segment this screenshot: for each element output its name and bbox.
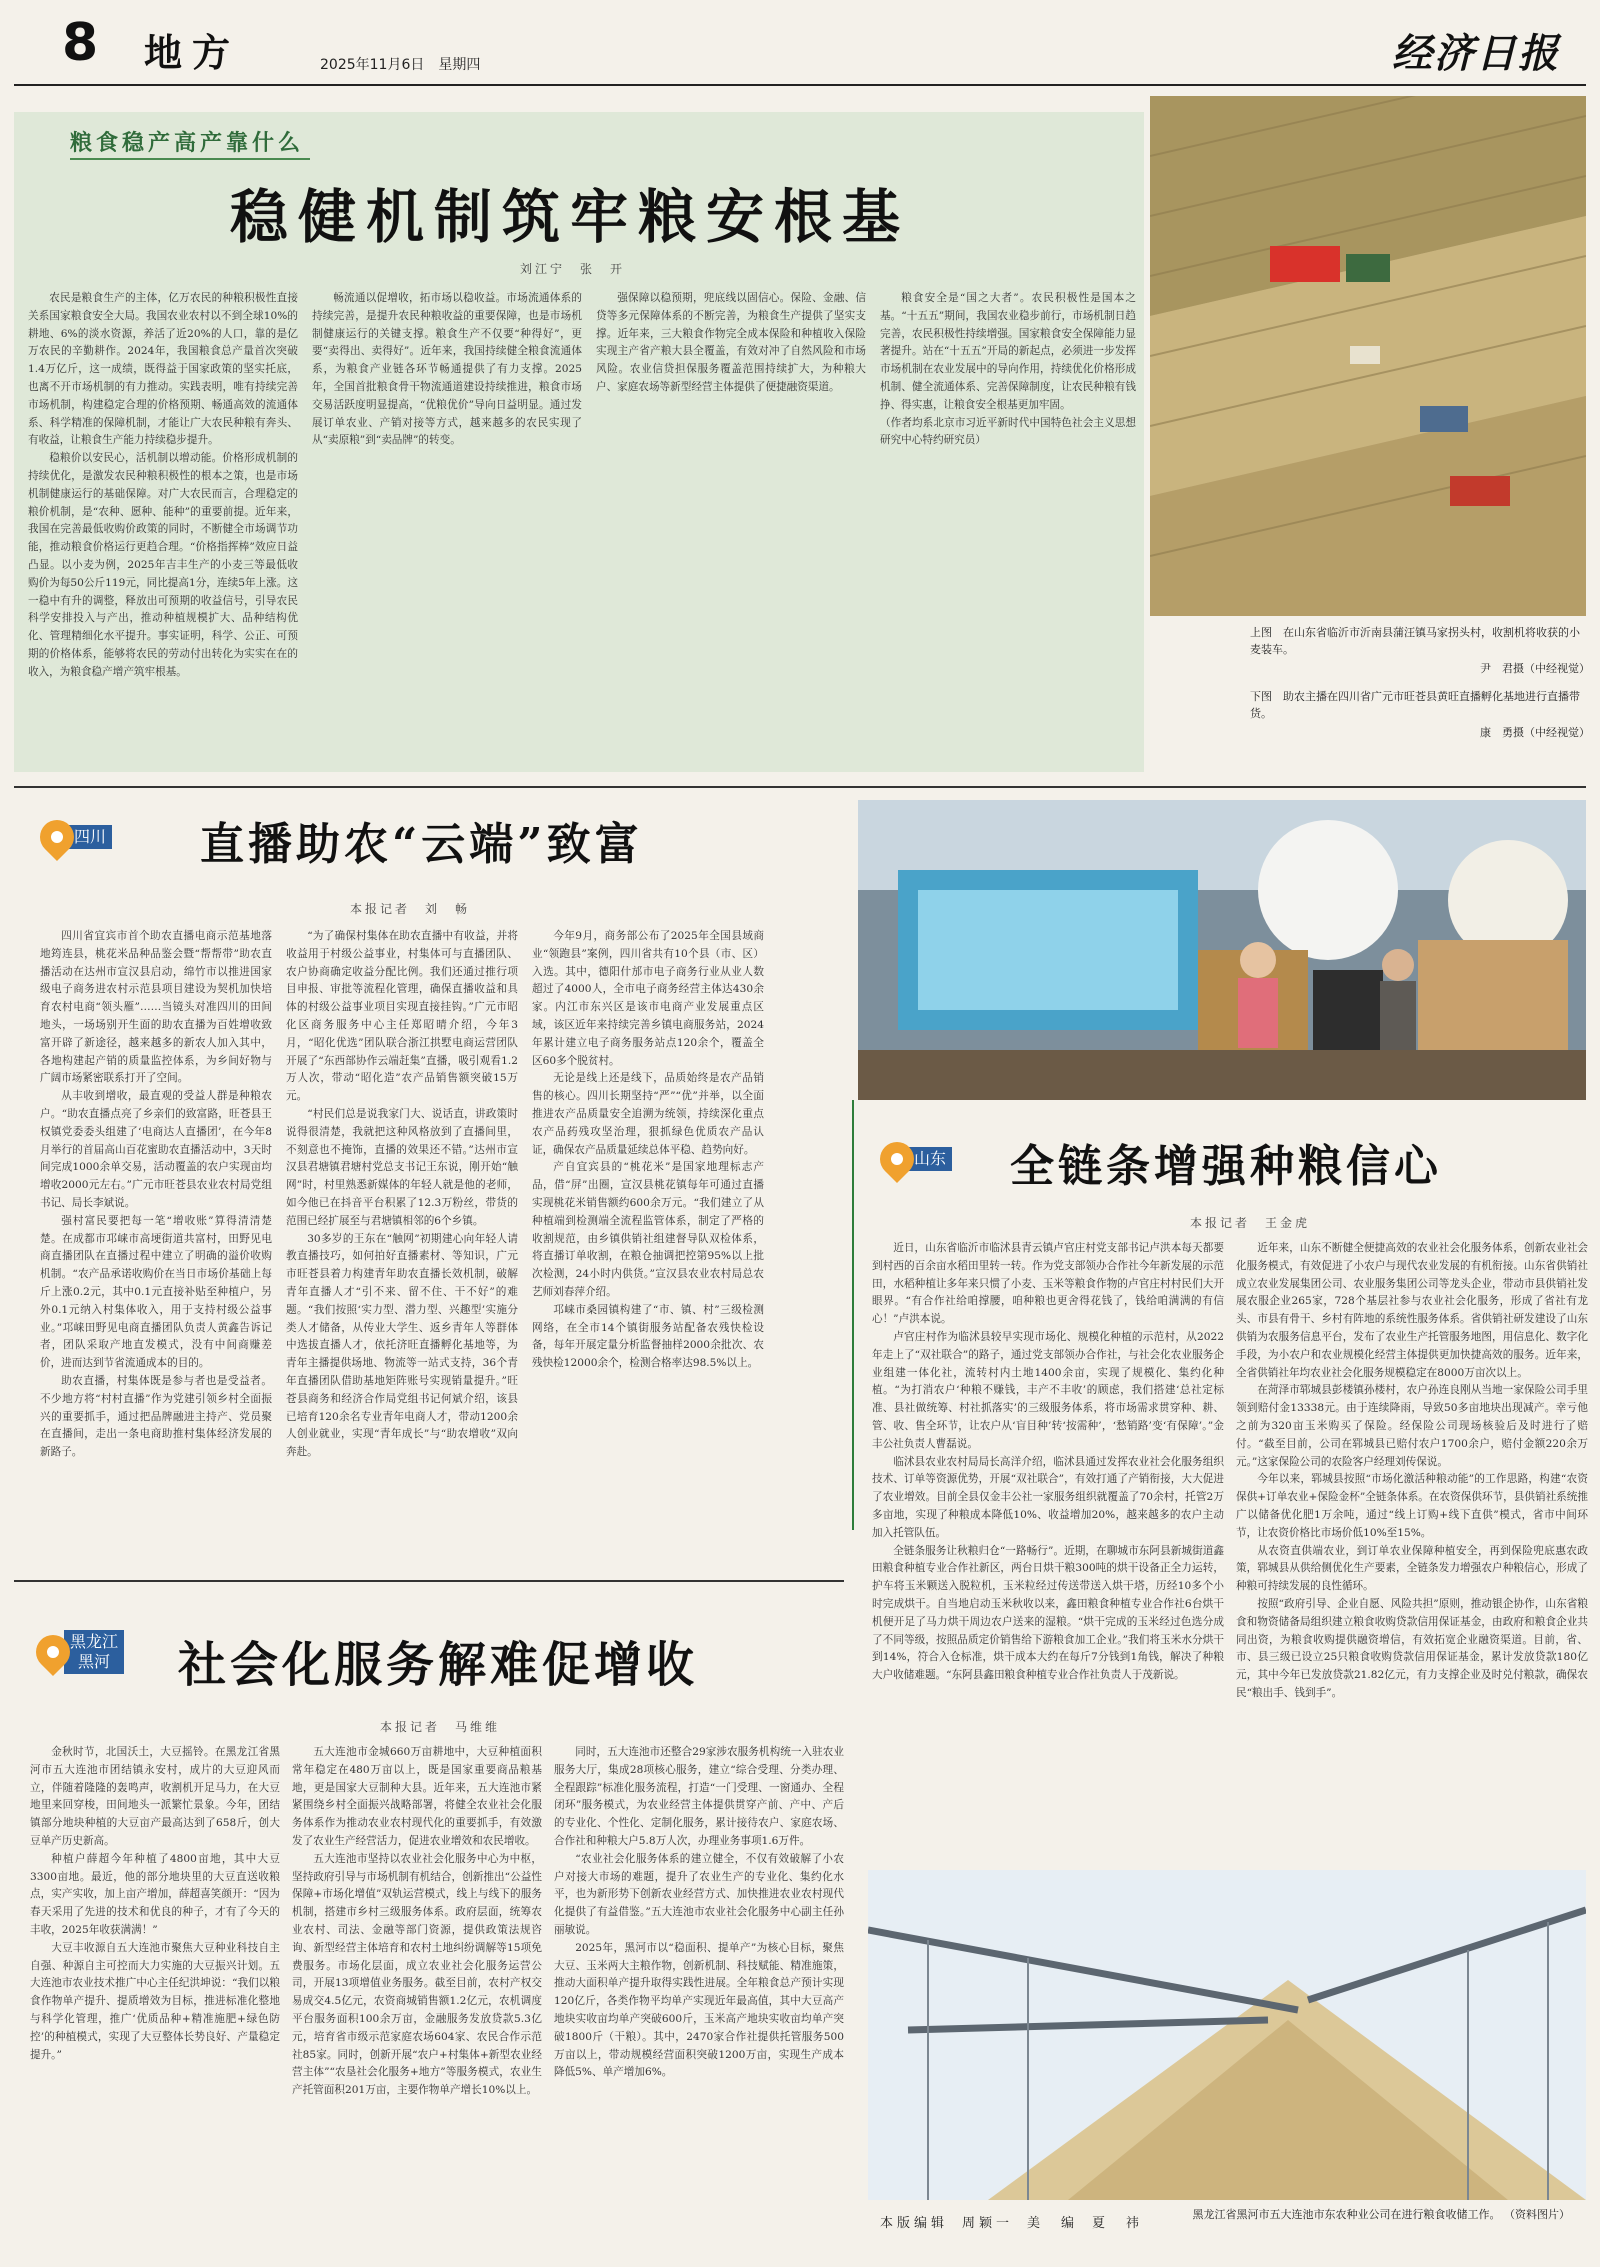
section-name: 地方 <box>144 30 241 75</box>
top-feature-paragraph: 稳粮价以安民心，活机制以增动能。价格形成机制的持续优化，是激发农民种粮积极性的根本之策，也是市场机制健康运行的基础保障。对广大农民而言，合理稳定的粮价机制，是“农种、愿种、能种”的重要前提。近年来，我国在完善最低收购价政策的同时，不断健全市场调节功能，推动粮食价格运行更趋合理。“价格指挥棒”效应日益凸显。以小麦为例，2025年吉丰生产的小麦三等最低收购价为每50公斤119元，同比提高1分，连续5年上涨。这一稳中有升的调整，释放出可预期的收益信号，引导农民科学安排投入与产出，推动种植规模扩大、品种结构优化、管理精细化水平提升。事实证明，科学、公正、可预期的价格体系，能够将农民的劳动付出转化为实实在在的收入，为粮食稳产增产筑牢根基。 <box>28 452 298 678</box>
sichuan-paragraph: 四川省宜宾市首个助农直播电商示范基地落地筠连县，桃花米品种品鉴会暨“帮帮带”助农直播活动在达州市宣汉县启动，绵竹市以推进国家级电子商务进农村示范县项目建设为契机加快培育农村电商“领头雁”……当镜头对准四川的田间地头，一场场别开生面的助农直播为百姓增收致富开辟了新途径，越来越多的新农人加入其中，各地构建起产销的质量监控体系，为乡间好物与广阔市场紧密联系打开了空间。 <box>40 930 272 1085</box>
shandong-headline: 全链条增强种粮信心 <box>1010 1141 1442 1192</box>
photo-credit-bottom: 康 勇摄（中经视觉） <box>1480 726 1590 739</box>
shandong-paragraph: 近日，山东省临沂市临沭县青云镇卢官庄村党支部书记卢洪本每天都要到村西的百余亩水稻田里转一转。作为党支部领办合作社今年新发展的示范田，水稻种植让多年来只惯了小麦、玉米等粮食作物的卢官庄村村民们大开眼界。“有合作社给咱撑腰，咱种粮也更舍得花钱了，钱给咱满满的有信心！”卢洪本说。 <box>872 1242 1224 1326</box>
header-rule <box>14 84 1586 86</box>
heilongjiang-headline: 社会化服务解难促增收 <box>178 1637 699 1693</box>
main-headline: 稳健机制筑牢粮安根基 <box>229 183 910 251</box>
editor-name: 周颖一 <box>962 2216 1014 2231</box>
heilongjiang-paragraph: 五大连池市坚持以农业社会化服务中心为中枢，坚持政府引导与市场机制有机结合，创新推出“公益性保障+市场化增值”双轨运营模式，线上与线下的服务机制，搭建市乡村三级服务体系。政府层面，统筹农业农村、司法、金融等部门资源，提供政策法规咨询、新型经营主体培育和农村土地纠纷调解等15项免费服务。市场化层面，成立农业社会化服务运营公司，开展13项增值业务服务。截至目前，农村产权交易成交4.5亿元，农资商城销售额1.2亿元，农机调度平台服务面积100余万亩，金融服务发放贷款5.3亿元，培育省市级示范家庭农场604家、农民合作示范社85家。同时，创新开展“农户+村集体+新型农业经营主体”“农垦社会化服务+地方”等服务模式，农业生产托管面积201万亩，主要作物单产增长10%以上。 <box>292 1852 542 2097</box>
editor-label: 本版编辑 <box>880 2216 949 2231</box>
shandong-paragraph: 近年来，山东不断健全便捷高效的农业社会化服务体系，创新农业社会化服务模式，有效促进了小农户与现代农业发展的有机衔接。山东省供销社成立农业发展集团公司、农业服务集团公司等龙头企业，带动市县供销社发展农服企业265家，728个基层社参与农业社会化服务，形成了省社有龙头、市县有骨干、乡村有阵地的系统性服务体系。省供销社研发建设了山东供销为农服务信息平台，发布了农业生产托管服务地图，用信息化、数字化手段，为小农户和农业规模化经营主体提供更加快捷高效的服务。近年来，全省供销社年均农业社会化服务规模稳定在8000万亩次以上。 <box>1236 1242 1588 1379</box>
section-divider <box>14 786 1586 788</box>
designer-label: 美 编 <box>1027 2216 1079 2231</box>
photo-credit-top: 尹 君摄（中经视觉） <box>1480 662 1590 675</box>
wheat-harvest-photo <box>1150 96 1586 616</box>
page-number: 8 <box>62 13 99 73</box>
top-feature-paragraph: 农民是粮食生产的主体，亿万农民的种粮积极性直接关系国家粮食安全大局。我国农业农村以不到全球10%的耕地、6%的淡水资源，养活了近20%的人口，靠的是亿万农民的辛勤耕作。2024年，我国粮食总产量首次突破1.4万亿斤，这一成绩，既得益于国家政策的坚实托底，也离不开市场机制的有力推动。实践表明，唯有持续完善市场机制，构建稳定合理的价格预期、畅通高效的流通体系、科学精准的保障机制，才能让广大农民种粮有奔头、有收益，让粮食生产能力持续稳步提升。 <box>28 292 298 447</box>
top-feature-column-4 <box>880 290 1136 760</box>
section-divider <box>14 1580 844 1582</box>
photo-caption-top: 上图 在山东省临沂市沂南县蒲汪镇马家拐头村，收割机将收获的小麦装车。 <box>1250 626 1580 656</box>
shandong-byline: 本报记者 王金虎 <box>1190 1216 1311 1230</box>
designer-name: 夏 祎 <box>1092 2216 1144 2231</box>
top-feature-column-2 <box>312 290 582 760</box>
heilongjiang-paragraph: 2025年，黑河市以“稳面积、提单产”为核心目标，聚焦大豆、玉米两大主粮作物，创新机制、科技赋能、精准施策，推动大面积单产提升取得实践性进展。全年粮食总产预计实现120亿斤，各类作物平均单产实现近年最高值，其中大豆高产地块实收亩均单产突破600斤，玉米高产地块实收亩均单产突破1800斤（干粮）。其中，2470家合作社提供托管服务500万亩以上，带动规模经营面积突破1200万亩，实现生产成本降低5%、单产增加6%。 <box>554 1941 844 2079</box>
shandong-paragraph: 临沭县农业农村局局长高洋介绍，临沭县通过发挥农业社会化服务组织技术、订单等资源优势，开展“双社联合”，有效打通了产销衔接，大大促进了农业增效。目前全县仅金丰公社一家服务组织就覆盖了70余村，托管2万多亩地，实现了种粮成本降低10%、收益增加20%，越来越多的农户主动加入托管队伍。 <box>872 1455 1224 1539</box>
location-label: 黑龙江 <box>70 1632 119 1651</box>
top-feature-column-3 <box>596 290 866 760</box>
top-feature-author-note: （作者均系北京市习近平新时代中国特色社会主义思想研究中心特约研究员） <box>880 416 1136 447</box>
location-label: 四川 <box>68 825 112 849</box>
top-feature-paragraph: 粮食安全是“国之大者”。农民积极性是国本之基。“十五五”期间，我国农业稳步前行，市场机制日趋完善，农民积极性持续增强。国家粮食安全保障能力显著提升。站在“十五五”开局的新起点，必须进一步发挥市场机制在农业发展中的导向作用，持续优化价格形成机制、健全流通体系、完善保障制度，让农民种粮有钱挣、得实惠，让粮食安全根基更加牢固。 <box>880 292 1136 411</box>
issue-date: 2025年11月6日 星期四 <box>320 57 481 73</box>
sichuan-column-2 <box>286 928 518 1568</box>
top-feature-paragraph: 强保障以稳预期，兜底线以固信心。保险、金融、信贷等多元保障体系的不断完善，为粮食生产提供了坚实支撑。近年来，三大粮食作物完全成本保险和种植收入保险实现主产省产粮大县全覆盖，有效对冲了自然风险和市场风险。农业信贷担保服务覆盖范围持续扩大，为种粮大户、家庭农场等新型经营主体提供了便捷融资渠道。 <box>596 292 866 393</box>
shandong-column-1 <box>872 1240 1224 1860</box>
heilongjiang-column-1 <box>30 1744 280 2244</box>
heilongjiang-paragraph: 种植户薛超今年种植了4800亩地，其中大豆3300亩地。最近，他的部分地块里的大豆直送收粮点，实产实收，加上亩产增加，薛超喜笑颜开：“因为春天采用了先进的技术和优良的种子，才有了今天的丰收，2025年收获满满！” <box>30 1852 280 1936</box>
sichuan-paragraph: “村民们总是说我家门大、说话直，讲政策时说得很清楚，我就把这种风格放到了直播间里，不刻意也不掩饰，直播的效果还不错。”达州市宣汉县君塘镇君塘村党总支书记王东说，刚开始“触网”时，村里熟悉新媒体的年轻人就是他的老师，如今他已在抖音平台积累了12.3万粉丝，带货的范围已经扩展至与君塘镇相邻的6个乡镇。 <box>286 1107 518 1227</box>
heilongjiang-paragraph: “农业社会化服务体系的建立健全，不仅有效破解了小农户对接大市场的难题，提升了农业生产的专业化、集约化水平，也为新形势下创新农业经营方式、加快推进农业农村现代化提供了有益借鉴。”五大连池市农业社会化服务中心副主任孙丽敏说。 <box>554 1852 844 1936</box>
heilongjiang-column-2 <box>292 1744 542 2244</box>
shandong-paragraph: 卢官庄村作为临沭县较早实现市场化、规模化种植的示范村，从2022年走上了“双社联合”的路子，通过党支部领办合作社，与社会化农业服务企业组建一体化社，流转村内土地1400余亩，实现了规模化、集约化种植。“为打消农户‘种粮不赚钱，丰产不丰收’的顾虑，我们搭建‘总社定标准、县社做统筹、村社抓落实’的三级服务体系，将市场需求贯穿种、耕、管、收、售全环节，让农户从‘盲目种’转‘按需种’，‘愁销路’变‘有保障’。”金丰公社负责人曹磊说。 <box>872 1330 1224 1450</box>
sichuan-paragraph: 无论是线上还是线下，品质始终是农产品销售的核心。四川长期坚持“严”“优”并举，以全面推进农产品质量安全追溯为统领，持续深化重点农产品药残攻坚治理，狠抓绿色优质农产品认证，确保农产品质量延续总体平稳、趋势向好。 <box>532 1072 764 1156</box>
shandong-paragraph: 今年以来，郓城县按照“市场化激活种粮动能”的工作思路，构建“农资保供+订单农业+保险金杯”全链条体系。在农资保供环节，县供销社系统推广以储备优化肥1万余吨，通过“线上订购+线下直供”模式，省市中间环节，让农资价格比市场价低10%至15%。 <box>1236 1473 1588 1539</box>
shandong-paragraph: 按照“政府引导、企业自愿、风险共担”原则，推动银企协作，山东省粮食和物资储备局组织建立粮食收购贷款信用保证基金，由政府和粮食企业共同出资，为粮食收购提供融资增信，有效拓宽企业融资渠道。目前，省、市、县三级已设立25只粮食收购贷款信用保证基金，累计发放贷款180亿元，其中今年已发放贷款21.82亿元，有力支撑企业及时兑付粮款，确保农民“粮出手、钱到手”。 <box>1236 1597 1588 1699</box>
column-tag: 粮食稳产高产靠什么 <box>70 130 305 156</box>
heilongjiang-paragraph: 五大连池市金城660万亩耕地中，大豆种植面积常年稳定在480万亩以上，既是国家重要商品粮基地，更是国家大豆制种大县。近年来，五大连池市紧紧围绕乡村全面振兴战略部署，将健全农业社会化服务体系作为推动农业农村现代化的重要抓手，有效激发了农业生产经营活力，促进农业增效和农民增收。 <box>292 1746 542 1847</box>
top-feature-byline: 刘江宁 张 开 <box>520 262 626 276</box>
location-pin-icon <box>873 1135 921 1183</box>
shandong-paragraph: 全链条服务让秋粮归仓“一路畅行”。近期，在聊城市东阿县新城街道鑫田粮食种植专业合作社新区，两台日烘干粮300吨的烘干设备正全力运转，护车将玉米颗送入脱粒机，玉米粒经过传送带送入烘干塔，历经10多个小时完成烘干。自当地启动玉米秋收以来，鑫田粮食种植专业合作社6台烘干机便开足了马力烘干周边农户送来的湿粮。“烘干完成的玉米经过色选分成了不同等级，按照品质定价销售给下游粮食加工企业。”我们将玉米水分烘干到14%，符合入仓标准，烘干成本大约在每斤7分钱到1角钱，解决了种粮大户收储难题。“东阿县鑫田粮食种植专业合作社负责人于茂新说。 <box>872 1544 1224 1682</box>
sichuan-column-1 <box>40 928 272 1568</box>
column-tag-underline <box>70 158 310 160</box>
grain-photo-caption <box>1150 2206 1570 2223</box>
grain-photo-credit: （资料图片） <box>1504 2208 1570 2221</box>
sichuan-paragraph: 从丰收到增收，最直观的受益人群是种粮农户。“助农直播点亮了乡亲们的致富路，旺苍县王权镇党委委头组建了‘电商达人直播团’，在今年8月举行的首届高山百花蜜助农直播活动中，3天时间完成1000余单交易，活动覆盖的农户实现亩均增收2000元左右。”广元市旺苍县农业农村局党组书记、局长李斌说。 <box>40 1090 272 1209</box>
photo-caption-bottom: 下图 助农主播在四川省广元市旺苍县黄旺直播孵化基地进行直播带货。 <box>1250 690 1580 720</box>
location-badge-heilongjiang <box>36 1630 124 1674</box>
sichuan-byline: 本报记者 刘 畅 <box>350 902 471 916</box>
heilongjiang-paragraph: 大豆丰收源自五大连池市聚焦大豆种业科技自主自强、种源自主可控而大力实施的大豆振兴计划。五大连池市农业技术推广中心主任纪洪坤说：“我们以粮食作物单产提升、提质增效为目标，推进标准化整地与科学化管理，推广‘优质品种+精准施肥+绿色防控’的种植模式，实现了大豆整体长势良好、产量稳定提升。” <box>30 1941 280 2061</box>
sichuan-paragraph: “为了确保村集体在助农直播中有收益，并将收益用于村级公益事业，村集体可与直播团队、农户协商确定收益分配比例。我们还通过推行项目申报、审批等流程化管理，确保直播收益和具体的村级公益事业项目实现直接挂钩。”广元市昭化区商务服务中心主任郑昭晴介绍，今年3月，“昭化优选”团队联合浙江拱墅电商运营团队开展了“东西部协作云端赶集”直播，吸引观看1.2万人次，带动“昭化造”农产品销售额突破15万元。 <box>286 930 518 1103</box>
heilongjiang-byline: 本报记者 马维维 <box>380 1720 501 1734</box>
location-label-stack <box>64 1630 124 1674</box>
page-footer <box>880 2212 1143 2231</box>
location-badge-shandong <box>880 1142 952 1176</box>
grain-photo-caption-text: 黑龙江省黑河市五大连池市东农种业公司在进行粮食收储工作。 <box>1192 2208 1501 2221</box>
shandong-column-2 <box>1236 1240 1588 1860</box>
location-label: 山东 <box>908 1147 952 1171</box>
shandong-paragraph: 在菏泽市郓城县彭楼镇孙楼村，农户孙连良刚从当地一家保险公司手里领到赔付金13338元。由于连续降雨，导致50多亩地块出现减产。幸亏他之前为320亩玉米购买了保险。经保险公司现场核验后及时进行了赔付。“截至目前，公司在郓城县已赔付农户1700余户，赔付金额220余万元。”这家保险公司的农险客户经理刘传保说。 <box>1236 1384 1588 1468</box>
sichuan-paragraph: 30多岁的王东在“触网”初期建心向年轻人请教直播技巧，如何拍好直播素材、等知识，广元市旺苍县着力构建青年助农直播长效机制，破解青年直播人才“引不来、留不住、干不好”的难题。“我们按照‘实力型、潜力型、兴趣型’实施分类人才储备，从传业大学生、返乡青年人等群体中选拔直播人才，依托济旺直播孵化基地等，为青年主播提供场地、物流等一站式支持，36个青年直播团队借助基地矩阵账号实现销量提升。”旺苍县商务和经济合作局党组书记何斌介绍，该县已培育120余名专业青年电商人才，带动1200余人创业就业，实现“青年成长”与“助农增收”双向奔赴。 <box>286 1232 518 1459</box>
sichuan-headline: 直播助农“云端”致富 <box>200 819 643 870</box>
heilongjiang-column-3 <box>554 1744 844 2244</box>
sichuan-paragraph: 助农直播，村集体既是参与者也是受益者。不少地方将“村村直播”作为党建引领乡村全面振兴的重要抓手，通过把品牌融进主持产、党员聚在直播间，走出一条电商助推村集体经济发展的新路子。 <box>40 1374 272 1459</box>
location-badge-sichuan <box>40 820 112 854</box>
top-feature-paragraph: 畅流通以促增收，拓市场以稳收益。市场流通体系的持续完善，是提升农民种粮收益的重要保障，也是市场机制健康运行的关键支撑。粮食生产不仅要“种得好”，更要“卖得出、卖得好”。近年来，我国持续健全粮食流通体系，为粮食产业链各环节畅通提供了有力支撑。2025年，全国首批粮食骨干物流通道建设持续推进，粮食市场交易活跃度明显提高，“优粮优价”导向日益明显。通过发展订单农业、产销对接等方式，越来越多的农民实现了从“卖原粮”到“卖品牌”的转变。 <box>312 292 582 447</box>
sichuan-paragraph: 强村富民要把每一笔“增收账”算得清清楚楚。在成都市邛崃市高埂街道共富村，田野见电商直播团队在直播过程中建立了明确的溢价收购机制。“农产品承诺收购价在当日市场价基础上每斤上涨0.2元，其中0.1元直接补贴至种植户，另外0.1元纳入村集体收入，用于支持村级公益事业。”邛崃田野见电商直播团队负责人黄鑫告诉记者，团队采取产地直发模式，没有中间商赚差价，进而达到节省流通成本的目的。 <box>40 1214 272 1370</box>
sichuan-paragraph: 产自宜宾县的“桃花米”是国家地理标志产品，借“屏”出圈，宣汉县桃花镇每年可通过直播实现桃花米销售额约600余万元。“我们建立了从种植端到检测端全流程监管体系，制定了严格的收割规范，由乡镇供销社组建督导队双检体系，将直播订单收割，在粮仓抽调把控第95%以上批次检测，24小时内供货。”宣汉县农业农村局总农艺师刘春萍介绍。 <box>532 1161 764 1298</box>
location-label: 黑河 <box>78 1652 111 1671</box>
location-pin-icon <box>33 813 81 861</box>
shandong-paragraph: 从农资直供端农业，到订单农业保障种植安全，再到保险兜底惠农政策，郓城县从供给侧优化生产要素，全链条发力增强农户种粮信心，形成了种粮可持续发展的良性循环。 <box>1236 1544 1588 1593</box>
shandong-accent-bar <box>852 1100 854 1530</box>
heilongjiang-paragraph: 金秋时节，北国沃土，大豆摇铃。在黑龙江省黑河市五大连池市团结镇永安村，成片的大豆迎风而立，伴随着隆隆的轰鸣声，收割机开足马力，在大豆地里来回穿梭，田间地头一派繁忙景象。今年，团结镇部分地块种植的大豆亩产最高达到了658斤，创大豆单产历史新高。 <box>30 1746 280 1847</box>
sichuan-paragraph: 邛崃市桑园镇构建了“市、镇、村”三级检测网络，在全市14个镇街服务站配备农残快检设备，每年开展定量分析监督抽样2000余批次、农残快检12000余个，检测合格率达98.5%以上。 <box>532 1303 764 1370</box>
sichuan-paragraph: 今年9月，商务部公布了2025年全国县域商业“领跑县”案例，四川省共有10个县（市、区）入选。其中，德阳什邡市电子商务行业从业人数超过了4000人，全市电子商务经营主体达430余家。内江市东兴区是该市电商产业发展重点区域，该区近年来持续完善乡镇电商服务站，2024年累计建立电子商务服务站点120余个，覆盖全区60多个脱贫村。 <box>532 930 764 1067</box>
sichuan-column-3 <box>532 928 764 1568</box>
livestream-photo <box>858 800 1586 1100</box>
grain-storage-photo <box>868 1870 1586 2200</box>
newspaper-masthead: 经济日报 <box>1392 30 1560 77</box>
heilongjiang-paragraph: 同时，五大连池市还整合29家涉农服务机构统一入驻农业服务大厅，集成28项核心服务，建立“综合受理、分类办理、全程跟踪”标准化服务流程，打造“一门受理、一窗通办、全程闭环”服务模式，为农业经营主体提供贯穿产前、产中、产后的专业化、个性化、定制化服务，累计接待农户、家庭农场、合作社和种粮大户5.8万人次，办理业务事项1.6万件。 <box>554 1746 844 1847</box>
top-feature-column-1 <box>28 290 298 760</box>
